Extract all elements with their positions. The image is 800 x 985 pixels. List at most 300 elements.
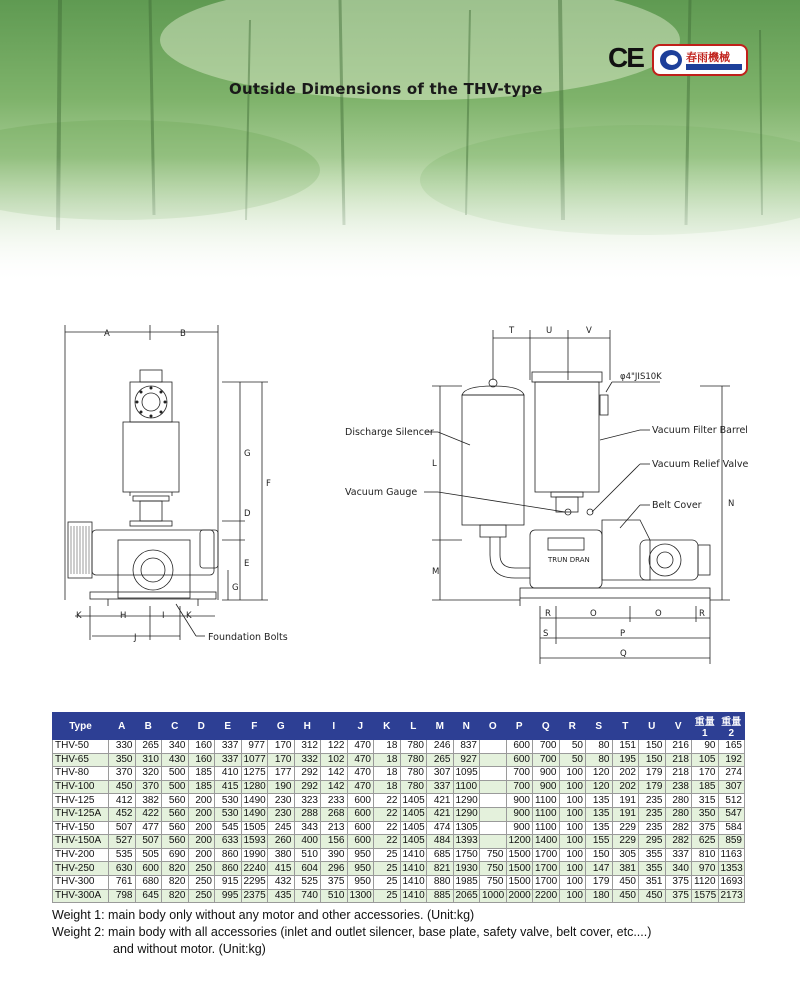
- table-cell: 545: [215, 821, 242, 835]
- model-cell: THV-125: [53, 794, 109, 808]
- table-cell: 950: [347, 875, 374, 889]
- table-cell: 452: [109, 807, 136, 821]
- dim-label-j: J: [134, 633, 137, 643]
- table-row: [53, 835, 745, 849]
- table-cell: 307: [427, 767, 454, 781]
- table-cell: 474: [427, 821, 454, 835]
- header-banner: [0, 0, 800, 285]
- table-cell: 120: [586, 767, 613, 781]
- table-cell: 375: [692, 821, 719, 835]
- table-cell: 280: [665, 807, 692, 821]
- table-cell: 995: [215, 889, 242, 903]
- table-cell: 970: [692, 862, 719, 876]
- table-cell: 100: [559, 889, 586, 903]
- table-cell: 470: [347, 767, 374, 781]
- table-cell: 510: [294, 848, 321, 862]
- table-cell: 415: [268, 862, 295, 876]
- table-cell: 470: [347, 780, 374, 794]
- table-cell: 421: [427, 807, 454, 821]
- table-cell: 430: [162, 753, 189, 767]
- column-header: L: [400, 713, 427, 740]
- table-cell: 337: [215, 753, 242, 767]
- table-cell: 100: [559, 794, 586, 808]
- table-cell: 1700: [533, 848, 560, 862]
- table-cell: 1120: [692, 875, 719, 889]
- table-cell: 90: [692, 740, 719, 754]
- table-cell: 230: [268, 807, 295, 821]
- table-cell: 151: [612, 740, 639, 754]
- column-header: P: [506, 713, 533, 740]
- table-cell: 880: [427, 875, 454, 889]
- table-cell: 1593: [241, 835, 268, 849]
- front-view-drawing: [65, 325, 288, 643]
- table-cell: 200: [188, 848, 215, 862]
- table-cell: 1353: [718, 862, 745, 876]
- table-cell: 500: [162, 780, 189, 794]
- table-cell: 337: [215, 740, 242, 754]
- table-cell: 150: [586, 848, 613, 862]
- table-cell: 530: [215, 807, 242, 821]
- table-cell: 1700: [533, 875, 560, 889]
- flange-note: φ4"JIS10K: [620, 372, 662, 382]
- column-header: U: [639, 713, 666, 740]
- table-cell: 150: [639, 740, 666, 754]
- column-header: C: [162, 713, 189, 740]
- table-cell: 135: [586, 807, 613, 821]
- table-cell: 100: [559, 862, 586, 876]
- table-cell: 332: [294, 753, 321, 767]
- table-cell: 798: [109, 889, 136, 903]
- table-cell: 18: [374, 767, 401, 781]
- table-cell: 229: [612, 835, 639, 849]
- table-row: [53, 740, 745, 754]
- table-cell: 820: [162, 889, 189, 903]
- table-cell: 2375: [241, 889, 268, 903]
- table-cell: 292: [294, 767, 321, 781]
- table-cell: 22: [374, 835, 401, 849]
- table-cell: 600: [347, 835, 374, 849]
- table-cell: 200: [188, 794, 215, 808]
- dim-label-r-right: R: [699, 609, 705, 619]
- table-cell: 927: [453, 753, 480, 767]
- company-logo: [652, 44, 748, 76]
- table-cell: 1280: [241, 780, 268, 794]
- table-cell: 80: [586, 753, 613, 767]
- table-cell: 1985: [453, 875, 480, 889]
- table-cell: 645: [135, 889, 162, 903]
- table-cell: 2173: [718, 889, 745, 903]
- table-cell: 1290: [453, 807, 480, 821]
- table-cell: 535: [109, 848, 136, 862]
- table-cell: 1300: [347, 889, 374, 903]
- table-cell: 604: [294, 862, 321, 876]
- table-cell: 680: [135, 875, 162, 889]
- table-cell: 560: [162, 794, 189, 808]
- table-cell: 950: [347, 862, 374, 876]
- table-cell: 292: [294, 780, 321, 794]
- table-cell: 382: [135, 794, 162, 808]
- dimension-drawings: [0, 300, 800, 700]
- table-cell: 1500: [506, 875, 533, 889]
- table-cell: 885: [427, 889, 454, 903]
- table-cell: 100: [559, 780, 586, 794]
- table-row: [53, 875, 745, 889]
- dim-label-k-right: K: [186, 611, 192, 621]
- table-cell: 1505: [241, 821, 268, 835]
- table-cell: 100: [559, 821, 586, 835]
- table-cell: 1410: [400, 875, 427, 889]
- dim-label-t: T: [509, 326, 515, 336]
- column-header: H: [294, 713, 321, 740]
- table-cell: 780: [400, 753, 427, 767]
- table-row: [53, 862, 745, 876]
- column-header: V: [665, 713, 692, 740]
- table-cell: 1410: [400, 889, 427, 903]
- table-cell: 2295: [241, 875, 268, 889]
- table-cell: 180: [586, 889, 613, 903]
- table-cell: 330: [109, 740, 136, 754]
- table-cell: 1077: [241, 753, 268, 767]
- table-cell: 600: [135, 862, 162, 876]
- table-cell: 370: [109, 767, 136, 781]
- model-cell: THV-250: [53, 862, 109, 876]
- dim-label-q: Q: [620, 649, 627, 659]
- column-header: T: [612, 713, 639, 740]
- table-cell: [480, 740, 507, 754]
- dim-label-g-lower: G: [232, 583, 239, 593]
- nameplate: TRUN DRAN: [548, 556, 590, 564]
- table-cell: 1700: [533, 862, 560, 876]
- table-cell: 135: [586, 794, 613, 808]
- column-header: N: [453, 713, 480, 740]
- table-cell: 179: [586, 875, 613, 889]
- table-cell: 820: [162, 875, 189, 889]
- column-header: I: [321, 713, 348, 740]
- table-cell: 202: [612, 767, 639, 781]
- table-cell: 25: [374, 862, 401, 876]
- table-cell: 296: [321, 862, 348, 876]
- dim-label-m: M: [432, 567, 440, 577]
- table-cell: 260: [268, 835, 295, 849]
- table-cell: 527: [109, 835, 136, 849]
- table-cell: 179: [639, 767, 666, 781]
- table-cell: 245: [268, 821, 295, 835]
- dim-label-n: N: [728, 499, 735, 509]
- table-cell: 185: [188, 780, 215, 794]
- table-cell: 600: [347, 794, 374, 808]
- table-cell: 22: [374, 794, 401, 808]
- table-cell: 25: [374, 889, 401, 903]
- table-cell: 274: [718, 767, 745, 781]
- dim-label-r-left: R: [545, 609, 551, 619]
- callout-discharge-silencer: Discharge Silencer: [345, 427, 434, 438]
- table-cell: 337: [427, 780, 454, 794]
- table-cell: 170: [692, 767, 719, 781]
- table-cell: 191: [612, 807, 639, 821]
- table-cell: 120: [586, 780, 613, 794]
- table-cell: 230: [268, 794, 295, 808]
- table-cell: 525: [294, 875, 321, 889]
- column-header: B: [135, 713, 162, 740]
- table-cell: 1405: [400, 807, 427, 821]
- table-cell: 950: [347, 848, 374, 862]
- table-row: [53, 794, 745, 808]
- dimension-table: [52, 712, 745, 903]
- table-cell: 1500: [506, 862, 533, 876]
- table-cell: 280: [665, 794, 692, 808]
- dim-label-e: E: [244, 559, 250, 569]
- table-cell: 820: [162, 862, 189, 876]
- table-cell: 310: [135, 753, 162, 767]
- table-cell: 1410: [400, 862, 427, 876]
- table-cell: 470: [347, 740, 374, 754]
- table-cell: 160: [188, 740, 215, 754]
- table-cell: 246: [427, 740, 454, 754]
- table-cell: [480, 821, 507, 835]
- table-cell: 1290: [453, 794, 480, 808]
- table-cell: 477: [135, 821, 162, 835]
- dim-label-a: A: [104, 329, 110, 339]
- table-cell: 900: [506, 794, 533, 808]
- footnotes: [52, 907, 651, 958]
- table-cell: 700: [506, 780, 533, 794]
- table-cell: 195: [612, 753, 639, 767]
- table-cell: 323: [294, 794, 321, 808]
- model-cell: THV-200: [53, 848, 109, 862]
- table-cell: 1100: [533, 794, 560, 808]
- table-cell: 1575: [692, 889, 719, 903]
- dim-label-p: P: [620, 629, 626, 639]
- column-header: K: [374, 713, 401, 740]
- logo-bar: [686, 64, 742, 70]
- table-cell: 155: [586, 835, 613, 849]
- dim-label-d: D: [244, 509, 251, 519]
- table-cell: 100: [559, 875, 586, 889]
- model-cell: THV-300: [53, 875, 109, 889]
- table-cell: 238: [665, 780, 692, 794]
- table-cell: 685: [427, 848, 454, 862]
- table-cell: 1405: [400, 821, 427, 835]
- table-cell: 450: [612, 889, 639, 903]
- table-cell: 307: [718, 780, 745, 794]
- table-cell: 1990: [241, 848, 268, 862]
- table-cell: 390: [321, 848, 348, 862]
- table-cell: 216: [665, 740, 692, 754]
- column-header: S: [586, 713, 613, 740]
- table-cell: 700: [533, 740, 560, 754]
- dim-label-k-left: K: [76, 611, 82, 621]
- callout-vacuum-relief-valve: Vacuum Relief Valve: [652, 459, 749, 470]
- table-cell: 1305: [453, 821, 480, 835]
- table-cell: 235: [639, 821, 666, 835]
- table-cell: 633: [215, 835, 242, 849]
- callout-vacuum-gauge: Vacuum Gauge: [345, 487, 418, 498]
- table-cell: 100: [559, 835, 586, 849]
- table-cell: 165: [718, 740, 745, 754]
- dim-label-g-upper: G: [244, 449, 251, 459]
- column-header: M: [427, 713, 454, 740]
- table-cell: 1200: [506, 835, 533, 849]
- table-cell: 1000: [480, 889, 507, 903]
- table-cell: 320: [135, 767, 162, 781]
- column-header: 重量2: [718, 713, 745, 740]
- table-cell: 900: [506, 807, 533, 821]
- table-cell: 750: [480, 848, 507, 862]
- table-cell: 350: [692, 807, 719, 821]
- table-cell: 860: [215, 862, 242, 876]
- table-cell: [480, 753, 507, 767]
- table-cell: 915: [215, 875, 242, 889]
- weight2-note: Weight 2: main body with all accessories (inlet and outlet silencer, base plate, safety valve, belt cover, etc....): [52, 925, 652, 939]
- table-cell: 150: [639, 753, 666, 767]
- column-header-type: Type: [53, 713, 109, 740]
- table-cell: 1693: [718, 875, 745, 889]
- table-header-row: [53, 713, 745, 740]
- table-cell: 1750: [453, 848, 480, 862]
- table-cell: 147: [586, 862, 613, 876]
- model-cell: THV-125A: [53, 807, 109, 821]
- dim-label-o-right: O: [655, 609, 662, 619]
- table-cell: 142: [321, 780, 348, 794]
- table-cell: 837: [453, 740, 480, 754]
- table-cell: 250: [188, 889, 215, 903]
- model-cell: THV-150A: [53, 835, 109, 849]
- table-cell: 22: [374, 807, 401, 821]
- table-cell: 80: [586, 740, 613, 754]
- table-cell: 547: [718, 807, 745, 821]
- table-cell: 584: [718, 821, 745, 835]
- callout-vacuum-filter-barrel: Vacuum Filter Barrel: [652, 425, 748, 436]
- table-cell: 102: [321, 753, 348, 767]
- table-cell: 780: [400, 780, 427, 794]
- table-cell: 250: [188, 862, 215, 876]
- table-cell: 821: [427, 862, 454, 876]
- table-cell: 1100: [453, 780, 480, 794]
- table-cell: 375: [665, 889, 692, 903]
- table-cell: 700: [533, 753, 560, 767]
- table-cell: 185: [692, 780, 719, 794]
- table-cell: 343: [294, 821, 321, 835]
- table-cell: 100: [559, 807, 586, 821]
- dim-label-l: L: [432, 459, 437, 469]
- table-cell: 761: [109, 875, 136, 889]
- column-header: E: [215, 713, 242, 740]
- table-row: [53, 848, 745, 862]
- table-cell: 235: [639, 807, 666, 821]
- table-cell: 218: [665, 767, 692, 781]
- table-cell: 50: [559, 740, 586, 754]
- table-cell: 295: [639, 835, 666, 849]
- table-cell: 530: [215, 794, 242, 808]
- table-cell: 421: [427, 794, 454, 808]
- table-cell: 18: [374, 780, 401, 794]
- table-cell: 1100: [533, 821, 560, 835]
- table-cell: 233: [321, 794, 348, 808]
- table-cell: [480, 780, 507, 794]
- table-cell: 22: [374, 821, 401, 835]
- table-cell: 560: [162, 807, 189, 821]
- dim-label-o-left: O: [590, 609, 597, 619]
- table-cell: 200: [188, 835, 215, 849]
- table-row: [53, 780, 745, 794]
- table-cell: 337: [665, 848, 692, 862]
- table-cell: 2065: [453, 889, 480, 903]
- table-cell: 450: [109, 780, 136, 794]
- table-cell: 2240: [241, 862, 268, 876]
- dim-label-u: U: [546, 326, 553, 336]
- table-cell: [480, 807, 507, 821]
- table-cell: 170: [268, 740, 295, 754]
- table-cell: 135: [586, 821, 613, 835]
- table-cell: 1405: [400, 794, 427, 808]
- page-title: Outside Dimensions of the THV-type: [229, 80, 543, 98]
- column-header: J: [347, 713, 374, 740]
- table-cell: 625: [692, 835, 719, 849]
- table-cell: 202: [612, 780, 639, 794]
- model-cell: THV-65: [53, 753, 109, 767]
- table-cell: 1405: [400, 835, 427, 849]
- table-cell: 265: [135, 740, 162, 754]
- table-cell: 235: [639, 794, 666, 808]
- table-cell: 400: [294, 835, 321, 849]
- table-cell: 1163: [718, 848, 745, 862]
- table-cell: 1393: [453, 835, 480, 849]
- table-cell: 160: [188, 753, 215, 767]
- table-cell: 177: [268, 767, 295, 781]
- table-cell: 2000: [506, 889, 533, 903]
- table-cell: 185: [188, 767, 215, 781]
- table-cell: 560: [162, 835, 189, 849]
- table-cell: 505: [135, 848, 162, 862]
- column-header: 重量1: [692, 713, 719, 740]
- table-cell: 600: [347, 807, 374, 821]
- table-row: [53, 821, 745, 835]
- column-header: R: [559, 713, 586, 740]
- column-header: D: [188, 713, 215, 740]
- table-cell: 810: [692, 848, 719, 862]
- table-cell: 415: [215, 780, 242, 794]
- table-cell: 1275: [241, 767, 268, 781]
- table-cell: 179: [639, 780, 666, 794]
- model-cell: THV-100: [53, 780, 109, 794]
- callout-belt-cover: Belt Cover: [652, 500, 702, 511]
- table-cell: 412: [109, 794, 136, 808]
- logo-text: 春雨機械: [686, 51, 730, 64]
- ce-mark: CE: [608, 42, 643, 73]
- logo-icon: [660, 50, 682, 70]
- table-cell: 380: [268, 848, 295, 862]
- column-header: O: [480, 713, 507, 740]
- table-cell: 900: [506, 821, 533, 835]
- table-cell: 750: [480, 862, 507, 876]
- model-cell: THV-150: [53, 821, 109, 835]
- table-cell: 977: [241, 740, 268, 754]
- table-cell: 351: [639, 875, 666, 889]
- table-row: [53, 767, 745, 781]
- table-cell: 265: [427, 753, 454, 767]
- dim-label-b: B: [180, 329, 186, 339]
- forest-background: [0, 0, 800, 285]
- table-body: [53, 740, 745, 903]
- table-row: [53, 889, 745, 903]
- table-row: [53, 753, 745, 767]
- table-cell: 340: [665, 862, 692, 876]
- table-cell: 355: [639, 862, 666, 876]
- table-cell: 780: [400, 767, 427, 781]
- table-cell: 410: [215, 767, 242, 781]
- table-cell: 1500: [506, 848, 533, 862]
- table-cell: 1095: [453, 767, 480, 781]
